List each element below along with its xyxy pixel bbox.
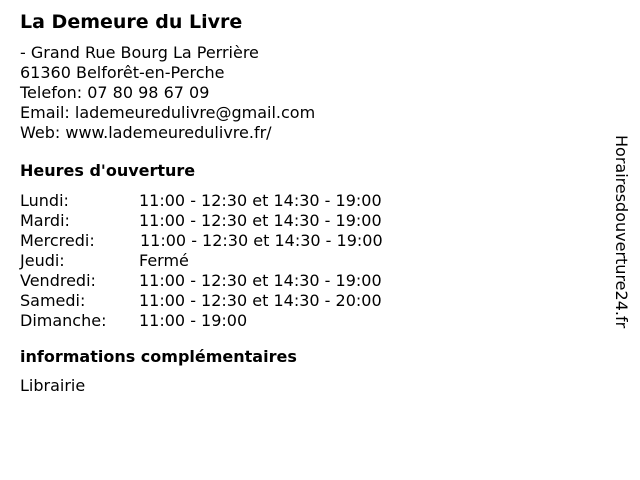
hours-table (20, 191, 580, 331)
day-label: Vendredi: (20, 271, 96, 290)
hours-row-monday (20, 191, 580, 211)
side-brand-watermark: Horairesdouverture24.fr (612, 135, 631, 329)
hours-row-wednesday (20, 231, 580, 251)
day-label: Lundi: (20, 191, 69, 210)
business-card (20, 9, 580, 396)
business-name: La Demeure du Livre (20, 11, 243, 33)
day-label: Dimanche: (20, 311, 107, 330)
email-line: Email: lademeuredulivre@gmail.com (20, 103, 316, 122)
hours-row-friday (20, 271, 580, 291)
time-value: 11:00 - 19:00 (139, 311, 248, 330)
address-block (20, 43, 580, 143)
day-label: Mercredi: (20, 231, 95, 250)
time-value: 11:00 - 12:30 et 14:30 - 19:00 (139, 191, 382, 210)
time-value: 11:00 - 12:30 et 14:30 - 20:00 (139, 291, 382, 310)
hours-row-sunday (20, 311, 580, 331)
address-city: 61360 Belforêt-en-Perche (20, 63, 225, 82)
day-label: Mardi: (20, 211, 70, 230)
phone-line: Telefon: 07 80 98 67 09 (20, 83, 210, 102)
hours-row-tuesday (20, 211, 580, 231)
time-value: Fermé (139, 251, 189, 270)
hours-row-thursday (20, 251, 580, 271)
time-value: 11:00 - 12:30 et 14:30 - 19:00 (139, 211, 382, 230)
day-label: Samedi: (20, 291, 86, 310)
info-heading: informations complémentaires (20, 347, 297, 366)
day-label: Jeudi: (20, 251, 65, 270)
time-value: 11:00 - 12:30 et 14:30 - 19:00 (140, 231, 383, 250)
web-line: Web: www.lademeuredulivre.fr/ (20, 123, 272, 142)
hours-heading: Heures d'ouverture (20, 161, 196, 180)
info-category: Librairie (20, 376, 86, 395)
address-street: - Grand Rue Bourg La Perrière (20, 43, 259, 62)
time-value: 11:00 - 12:30 et 14:30 - 19:00 (139, 271, 382, 290)
hours-row-saturday (20, 291, 580, 311)
